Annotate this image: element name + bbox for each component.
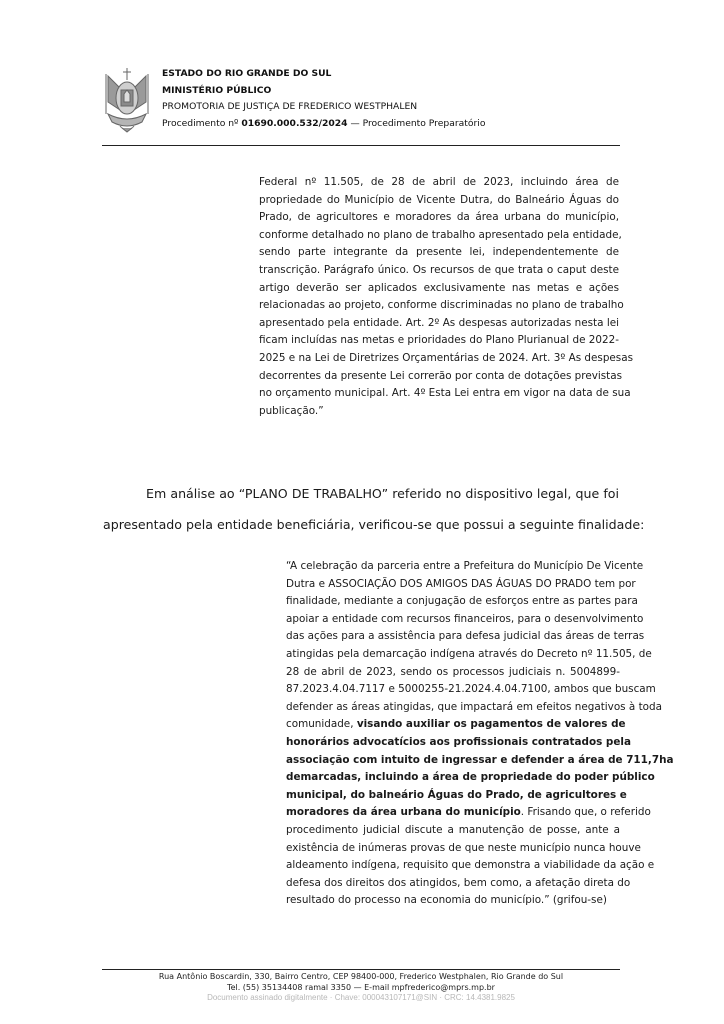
emphasized-text: visando auxiliar os pagamentos de valores de (356, 718, 626, 731)
quote-line: Federal nº 11.505, de 28 de abril de 2023, incluindo área de (259, 176, 619, 188)
analysis-paragraph (103, 478, 645, 540)
header-office: PROMOTORIA DE JUSTIÇA DE FREDERICO WESTPHALEN (162, 101, 418, 112)
quote-line: procedimento judicial discute a manutenção de posse, ante a (286, 823, 620, 836)
quote-line: 28 de abril de 2023, sendo os processos judiciais n. 5004899- (286, 665, 620, 678)
paragraph-line: apresentado pela entidade beneficiária, verificou-se que possui a seguinte finalidade: (103, 517, 645, 532)
quote-line: atingidas pela demarcação indígena através do Decreto nº 11.505, de (286, 647, 652, 660)
quote-line: artigo deverão ser aplicados exclusivamente nas metas e ações (259, 281, 619, 294)
quote-text: comunidade, (286, 718, 357, 731)
emphasized-line: honorários advocatícios aos profissionais contratados pela (286, 735, 631, 748)
work-plan-quote (286, 558, 674, 910)
emphasized-line: municipal, do balneário Águas do Prado, de agricultores e (286, 788, 627, 801)
footer-contact: Tel. (55) 35134408 ramal 3350 — E-mail mpfrederico@mprs.mp.br (227, 982, 495, 992)
procedure-type: — Procedimento Preparatório (347, 117, 486, 129)
quote-text: . Frisando que, o referido (520, 806, 651, 819)
quote-line: apoiar a entidade com recursos financeiros, para o desenvolvimento (286, 612, 644, 625)
quote-line: sendo parte integrante da presente lei, independentemente de (259, 246, 619, 259)
emphasized-text: moradores da área urbana do município (286, 806, 521, 819)
document-footer (102, 972, 620, 1004)
digital-signature-note: Documento assinado digitalmente · Chave: 000043107171@SIN · CRC: 14.4381.9825 (207, 993, 515, 1002)
quote-line: defender as áreas atingidas, que impactará em efeitos negativos à toda (286, 700, 662, 713)
quote-line: das ações para a assistência para defesa judicial das áreas de terras (286, 630, 645, 643)
quote-line: decorrentes da presente Lei correrão por conta de dotações previstas (259, 369, 623, 382)
quote-line: existência de inúmeras provas de que neste município nunca houve (286, 841, 641, 854)
document-header (102, 66, 622, 146)
quote-line: publicação.” (259, 404, 324, 417)
quote-line: finalidade, mediante a conjugação de esforços entre as partes para (286, 595, 638, 608)
emphasized-line: demarcadas, incluindo a área de propriedade do poder público (286, 771, 655, 784)
state-coat-of-arms-icon (102, 66, 152, 138)
header-institution: MINISTÉRIO PÚBLICO (162, 84, 272, 96)
quote-line (286, 804, 651, 822)
quote-line: defesa dos direitos dos atingidos, bem como, a afetação direta do (286, 876, 631, 889)
quote-line: propriedade do Município de Vicente Dutra, do Balneário Águas do (259, 193, 619, 206)
procedure-prefix: Procedimento nº (162, 117, 242, 129)
quote-line: “A celebração da parceria entre a Prefeitura do Município De Vicente (286, 560, 644, 572)
law-quote (259, 174, 634, 420)
emphasized-line: associação com intuito de ingressar e defender a área de 711,7ha (286, 753, 674, 766)
paragraph-line: Em análise ao “PLANO DE TRABALHO” referido no dispositivo legal, que foi (146, 486, 619, 501)
quote-line: Prado, de agricultores e moradores da área urbana do município, (259, 211, 619, 224)
header-divider (102, 145, 620, 146)
quote-line: apresentado pela entidade. Art. 2º As despesas autorizadas nesta lei (259, 316, 619, 329)
header-procedure (162, 116, 485, 133)
quote-line: transcrição. Parágrafo único. Os recursos de que trata o caput deste (259, 263, 619, 276)
quote-line: Dutra e ASSOCIAÇÃO DOS AMIGOS DAS ÁGUAS DO PRADO tem por (286, 577, 636, 590)
quote-line: no orçamento municipal. Art. 4º Esta Lei entra em vigor na data de sua (259, 387, 631, 400)
quote-line: 2025 e na Lei de Diretrizes Orçamentárias de 2024. Art. 3º As despesas (259, 351, 634, 364)
footer-address: Rua Antônio Boscardin, 330, Bairro Centro, CEP 98400-000, Frederico Westphalen, Rio Grande do Sul (158, 972, 564, 981)
quote-line: 87.2023.4.04.7117 e 5000255-21.2024.4.04.7100, ambos que buscam (286, 683, 656, 696)
quote-line: relacionadas ao projeto, conforme discriminadas no plano de trabalho (259, 299, 624, 312)
footer-divider (102, 969, 620, 970)
quote-line: resultado do processo na economia do município.” (grifou-se) (286, 894, 607, 907)
quote-line: ficam incluídas nas metas e prioridades do Plano Plurianual de 2022- (259, 334, 619, 347)
quote-line: aldeamento indígena, requisito que demonstra a viabilidade da ação e (286, 859, 655, 872)
procedure-number: 01690.000.532/2024 (241, 117, 348, 129)
quote-line: conforme detalhado no plano de trabalho apresentado pela entidade, (259, 228, 622, 241)
quote-line (286, 716, 626, 734)
header-state: ESTADO DO RIO GRANDE DO SUL (162, 68, 332, 79)
